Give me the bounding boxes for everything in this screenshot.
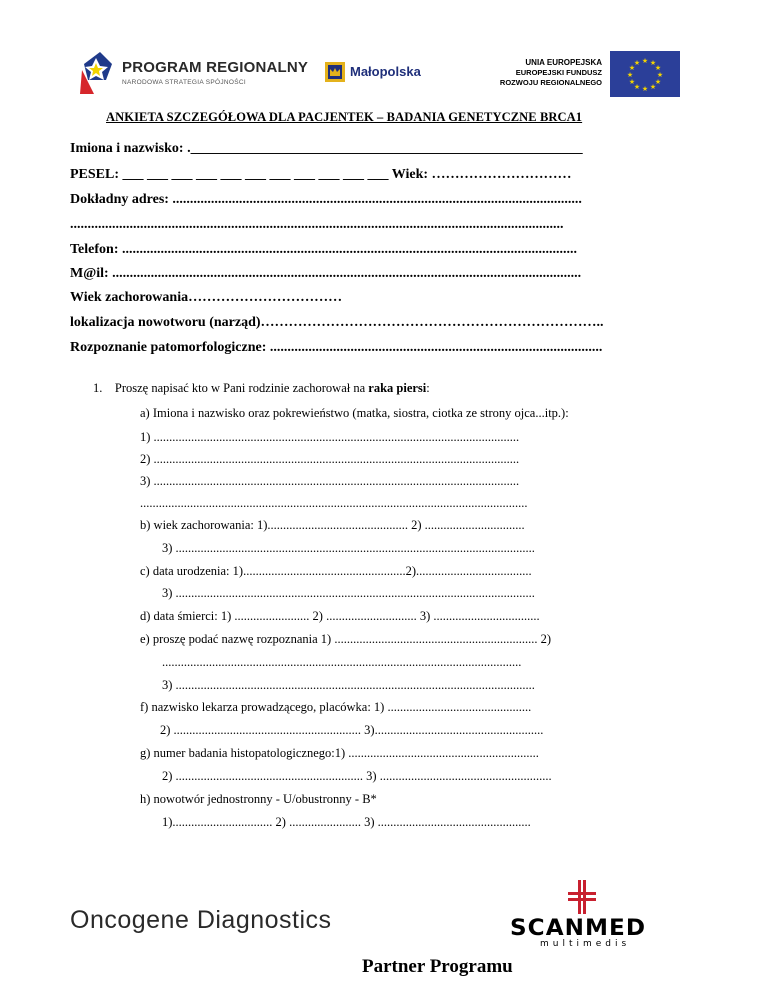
item-a: a) Imiona i nazwisko oraz pokrewieństwo (matka, siostra, ciotka ze strony ojca...itp.): xyxy=(140,406,569,420)
program-subtitle: NARODOWA STRATEGIA SPÓJNOŚCI xyxy=(122,79,246,86)
eu-line-3: ROZWOJU REGIONALNEGO xyxy=(499,78,602,87)
program-title: PROGRAM REGIONALNY xyxy=(122,59,309,76)
eu-fund-text xyxy=(500,58,602,88)
svg-text:★: ★ xyxy=(626,71,634,79)
scanmed-cross-icon xyxy=(566,880,598,914)
item-h-line-1: 1)................................ 2) ....................... 3) ................................................. xyxy=(162,815,531,829)
malopolska-crest-icon xyxy=(324,61,346,83)
svg-text:★: ★ xyxy=(641,57,649,65)
multimedis-text: multimedis xyxy=(540,939,631,949)
svg-text:★: ★ xyxy=(649,83,657,91)
partner-label: Partner Programu xyxy=(362,956,513,977)
program-star-icon xyxy=(78,50,118,96)
svg-text:★: ★ xyxy=(654,64,662,72)
item-c-line-3: 3) ................................................................................................................... xyxy=(162,586,535,600)
item-d: d) data śmierci: 1) ........................ 2) ............................. 3) .................................. xyxy=(140,609,540,623)
diagnosis-field: Rozpoznanie patomorfologiczne: ............................................................................................... xyxy=(70,340,603,355)
question-1-bold: raka piersi xyxy=(368,381,427,395)
eu-line-1: UNIA EUROPEJSKA xyxy=(525,58,602,67)
svg-text:★: ★ xyxy=(628,78,636,86)
malopolska-text: Małopolska xyxy=(350,64,421,79)
age-onset-field: Wiek zachorowania…………………………… xyxy=(70,290,343,305)
question-1 xyxy=(93,381,430,396)
item-a-line-3: 3) ..................................................................................................................... xyxy=(140,474,520,488)
tumor-location-field: lokalizacja nowotworu (narząd)……………………………………………………………….. xyxy=(70,315,604,330)
item-f: f) nazwisko lekarza prowadzącego, placówka: 1) .............................................. xyxy=(140,700,532,714)
svg-text:★: ★ xyxy=(654,78,662,86)
item-e-line-3: 3) ................................................................................................................... xyxy=(162,678,535,692)
phone-field: Telefon: .................................................................................................................................. xyxy=(70,242,577,257)
address-line-2: ............................................................................................................................................. xyxy=(70,217,564,232)
mail-field: M@il: ...................................................................................................................................... xyxy=(70,266,582,281)
item-e-line-2: ................................................................................................................... xyxy=(162,655,522,669)
item-h: h) nowotwór jednostronny - U/obustronny - B* xyxy=(140,792,377,806)
item-a-line-4: ............................................................................................................................ xyxy=(140,496,528,510)
oncogene-text: Oncogene Diagnostics xyxy=(70,906,332,934)
item-b: b) wiek zachorowania: 1)............................................. 2) ................................ xyxy=(140,518,525,532)
pesel-field: PESEL: ___ ___ ___ ___ ___ ___ ___ ___ ___ ___ ___ Wiek: ………………………… xyxy=(70,167,572,182)
item-f-line-2: 2) ............................................................ 3)...................................................... xyxy=(160,723,544,737)
oncogene-logo xyxy=(70,906,332,935)
question-1-number: 1. xyxy=(93,381,103,395)
svg-text:★: ★ xyxy=(633,59,641,67)
question-1-colon: : xyxy=(426,381,430,395)
item-e: e) proszę podać nazwę rozpoznania 1) ................................................................. 2) xyxy=(140,632,552,646)
svg-text:★: ★ xyxy=(633,83,641,91)
program-regionalny-logo xyxy=(78,50,309,96)
address-field: Dokładny adres: ..................................................................................................................... xyxy=(70,192,582,207)
item-b-line-3: 3) ................................................................................................................... xyxy=(162,541,535,555)
scanmed-text: SCANMED xyxy=(510,916,647,941)
scanmed-logo xyxy=(510,880,660,950)
svg-text:★: ★ xyxy=(641,85,649,93)
page-title: ANKIETA SZCZEGÓŁOWA DLA PACJENTEK – BADANIA GENETYCZNE BRCA1 xyxy=(106,110,583,124)
item-g-line-2: 2) ............................................................ 3) ....................................................... xyxy=(162,769,552,783)
item-a-line-1: 1) ..................................................................................................................... xyxy=(140,430,520,444)
eu-line-2: EUROPEJSKI FUNDUSZ xyxy=(515,68,602,77)
item-c: c) data urodzenia: 1)....................................................2)..................................... xyxy=(140,564,532,578)
eu-flag-icon xyxy=(610,51,680,97)
svg-text:★: ★ xyxy=(656,71,664,79)
svg-text:★: ★ xyxy=(649,59,657,67)
name-field: Imiona i nazwisko: .________________________________________________________ xyxy=(70,141,583,156)
question-1-text: Proszę napisać kto w Pani rodzinie zachorował na xyxy=(114,381,369,395)
svg-text:★: ★ xyxy=(628,64,636,72)
item-g: g) numer badania histopatologicznego:1) ............................................................. xyxy=(140,746,539,760)
malopolska-logo xyxy=(324,61,434,85)
item-a-line-2: 2) ..................................................................................................................... xyxy=(140,452,520,466)
